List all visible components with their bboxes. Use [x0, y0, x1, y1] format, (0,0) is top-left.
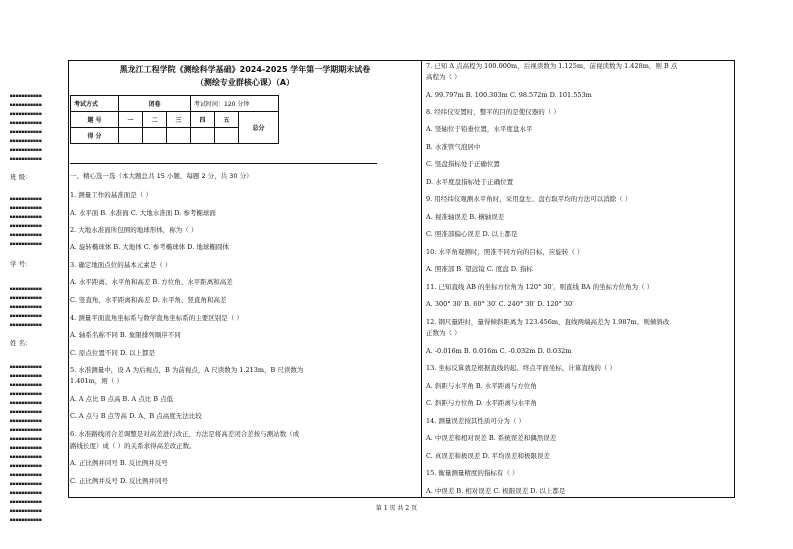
question-11: 11. 已知直线 AB 的坐标方位角为 120° 30′，则直线 BA 的坐标方位角为（ ）: [426, 283, 654, 291]
question-2-options: A. 旋转椭球体 B. 大地体 C. 参考椭球体 D. 地球椭圆体: [70, 243, 229, 251]
question-13: 13. 坐标反算就是根据直线的起、终点平面坐标，计算直线的（ ）: [426, 364, 616, 372]
question-15: 15. 衡量测量精度的指标有（ ）: [426, 469, 519, 477]
total-label: 总分: [239, 112, 279, 144]
question-14-options: A. 中误差和相对误差 B. 系统误差和偶然误差: [426, 434, 557, 442]
binding-dots: ■■■■■■■■■■■: [10, 139, 42, 143]
question-5-options-2: C. A 点与 B 点等高 D. A、B 点高度无法比较: [70, 412, 202, 420]
binding-dots: ■■■■■■■■■■■: [10, 401, 42, 405]
question-6: 6. 水准路线闭合差调整是对高差进行改正，方法是将高差闭合差按与测站数（或: [70, 430, 300, 438]
exam-subtitle: （测绘专业群核心课）（A）: [195, 78, 295, 87]
question-14-options-2: C. 真误差和极误差 D. 平均误差和极限误差: [426, 452, 551, 460]
binding-dots: ■■■■■■■■■■■: [10, 419, 42, 423]
question-3: 3. 确定地面点位的基本元素是（ ）: [70, 261, 172, 269]
binding-dots: ■■■■■■■■■■■: [10, 383, 42, 387]
question-7-cont: 高程为（ ）: [426, 73, 461, 81]
question-14: 14. 测量误差按其性质可分为（ ）: [426, 417, 525, 425]
question-9: 9. 用经纬仪观测水平角时，采用盘左、盘右取平均的方法可以消除（ ）: [426, 195, 632, 203]
col-3: 三: [167, 112, 191, 128]
question-4-options-2: C. 原点位置不同 D. 以上都是: [70, 349, 156, 357]
binding-dots: ■■■■■■■■■■■: [10, 94, 42, 98]
exam-title: 黑龙江工程学院《测绘科学基础》2024-2025 学年第一学期期末试卷: [119, 65, 371, 74]
question-7-options: A. 99.797m B. 100.303m C. 98.572m D. 101.553m: [426, 91, 592, 99]
binding-dots: ■■■■■■■■■■■: [10, 233, 42, 237]
question-2: 2. 大地水准面所包围的地球形体，称为（ ）: [70, 226, 198, 234]
page-number: 第 1 页 共 2 页: [375, 505, 418, 512]
exam-method-label: 考试方式: [71, 96, 119, 112]
binding-dots: ■■■■■■■■■■■: [10, 491, 42, 495]
col-5: 五: [215, 112, 239, 128]
column-divider: [421, 60, 422, 498]
question-3-options-2: C. 竖直角、水平距离和高差 D. 水平角、竖直角和高差: [70, 296, 227, 304]
student-id-label: 学 号：: [10, 260, 32, 268]
binding-dots: ■■■■■■■■■■■: [10, 130, 42, 134]
binding-dots: ■■■■■■■■■■■: [10, 148, 42, 152]
binding-dots: ■■■■■■■■■■■: [10, 464, 42, 468]
binding-dots: ■■■■■■■■■■■: [10, 296, 42, 300]
binding-dots: ■■■■■■■■■■■: [10, 437, 42, 441]
question-9-options: A. 视准轴误差 B. 横轴误差: [426, 213, 505, 221]
question-5: 5. 水准测量中，设 A 为后视点，B 为前视点，A 尺读数为 1.213m，B 尺读数为: [70, 366, 304, 374]
binding-dots: ■■■■■■■■■■■: [10, 197, 42, 201]
binding-dots: ■■■■■■■■■■■: [10, 323, 42, 327]
score-cell-5[interactable]: [215, 128, 239, 144]
binding-dots: ■■■■■■■■■■■: [10, 365, 42, 369]
section-heading: 一、精心选一选（本大题总共 15 小题，每题 2 分，共 30 分）: [70, 172, 253, 180]
question-13-options-2: C. 斜距与方位角 D. 水平距离与水平角: [426, 399, 538, 407]
binding-dots: ■■■■■■■■■■■: [10, 287, 42, 291]
question-12-options: A. -0.016m B. 0.016m C. -0.032m D. 0.032m: [426, 347, 572, 355]
col-4: 四: [191, 112, 215, 128]
score-table: [70, 95, 279, 144]
question-8: 8. 经纬仪安置时，整平的目的是使仪器的（ ）: [426, 108, 560, 116]
binding-dots: ■■■■■■■■■■■: [10, 473, 42, 477]
binding-dots: ■■■■■■■■■■■: [10, 305, 42, 309]
question-13-options: A. 斜距与水平角 B. 水平距离与方位角: [426, 382, 537, 390]
score-cell-3[interactable]: [167, 128, 191, 144]
binding-dots: ■■■■■■■■■■■: [10, 112, 42, 116]
binding-dots: ■■■■■■■■■■■: [10, 314, 42, 318]
question-12: 12. 钢尺量距时，量得倾斜距离为 123.456m，直线两端高差为 1.987m，则倾斜改: [426, 318, 670, 326]
binding-dots: ■■■■■■■■■■■: [10, 206, 42, 210]
binding-dots: ■■■■■■■■■■■: [10, 242, 42, 246]
question-4: 4. 测量平面直角坐标系与数学直角坐标系的主要区别是（ ）: [70, 314, 243, 322]
question-7: 7. 已知 A 点高程为 100.000m，后视读数为 1.125m，前视读数为 1.428m，则 B 点: [426, 62, 678, 70]
binding-dots: ■■■■■■■■■■■: [10, 446, 42, 450]
score-cell-2[interactable]: [143, 128, 167, 144]
score-label: 得 分: [71, 128, 119, 144]
binding-dots: ■■■■■■■■■■■: [10, 121, 42, 125]
binding-dots: ■■■■■■■■■■■: [10, 374, 42, 378]
question-5-options: A. A 点比 B 点高 B. A 点比 B 点低: [70, 395, 174, 403]
question-1-options: A. 水平面 B. 水准面 C. 大地水准面 D. 参考椭球面: [70, 209, 216, 217]
question-11-options: A. 300° 30′ B. 60° 30′ C. 240° 30′ D. 120° 30′: [426, 300, 574, 308]
col-2: 二: [143, 112, 167, 128]
question-9-options-2: C. 照准部偏心误差 D. 以上都是: [426, 230, 518, 238]
exam-time: 考试时间：120 分钟: [191, 96, 279, 112]
class-label: 班 级：: [10, 173, 32, 181]
question-6-options-2: C. 正比例并反号 D. 反比例并同号: [70, 477, 169, 485]
question-5-cont: 1.401m，则（ ）: [70, 377, 123, 385]
question-4-options: A. 轴系名称不同 B. 象限排列顺序不同: [70, 331, 181, 339]
binding-dots: ■■■■■■■■■■■: [10, 455, 42, 459]
question-8-option-c: C. 竖盘指标处于正确位置: [426, 160, 500, 168]
binding-dots: ■■■■■■■■■■■: [10, 410, 42, 414]
binding-dots: ■■■■■■■■■■■: [10, 224, 42, 228]
binding-dots: ■■■■■■■■■■■: [10, 103, 42, 107]
binding-dots: ■■■■■■■■■■■: [10, 518, 42, 522]
name-label: 姓 名：: [10, 339, 32, 347]
question-6-cont: 路线长度）成（ ）的关系求得高差改正数。: [70, 442, 196, 450]
question-15-options: A. 中误差 B. 相对误差 C. 极限误差 D. 以上都是: [426, 487, 566, 495]
binding-dots: ■■■■■■■■■■■: [10, 500, 42, 504]
binding-dots: ■■■■■■■■■■■: [10, 428, 42, 432]
question-3-options: A. 水平距离、水平角和高差 B. 方位角、水平距离和高差: [70, 278, 233, 286]
question-1: 1. 测量工作的基准面是（ ）: [70, 191, 152, 199]
score-cell-4[interactable]: [191, 128, 215, 144]
binding-dots: ■■■■■■■■■■■: [10, 509, 42, 513]
question-8-option-d: D. 水平度盘指标处于正确位置: [426, 178, 514, 186]
question-6-options: A. 正比例并同号 B. 反比例并反号: [70, 459, 168, 467]
binding-dots: ■■■■■■■■■■■: [10, 392, 42, 396]
question-no-label: 题 号: [71, 112, 119, 128]
score-cell-1[interactable]: [119, 128, 143, 144]
section-rule: [70, 163, 377, 164]
question-8-option-b: B. 水准管气泡居中: [426, 143, 481, 151]
exam-method-value: 闭卷: [119, 96, 191, 112]
question-10-options: A. 照准部 B. 望远镜 C. 度盘 D. 指标: [426, 265, 533, 273]
question-10: 10. 水平角观测时，照准不同方向的目标，应旋转（ ）: [426, 248, 584, 256]
binding-dots: ■■■■■■■■■■■: [10, 157, 42, 161]
binding-dots: ■■■■■■■■■■■: [10, 482, 42, 486]
question-8-option-a: A. 竖轴位于铅垂位置，水平度盘水平: [426, 125, 533, 133]
question-12-cont: 正数为（ ）: [426, 329, 461, 337]
binding-dots: ■■■■■■■■■■■: [10, 215, 42, 219]
col-1: 一: [119, 112, 143, 128]
